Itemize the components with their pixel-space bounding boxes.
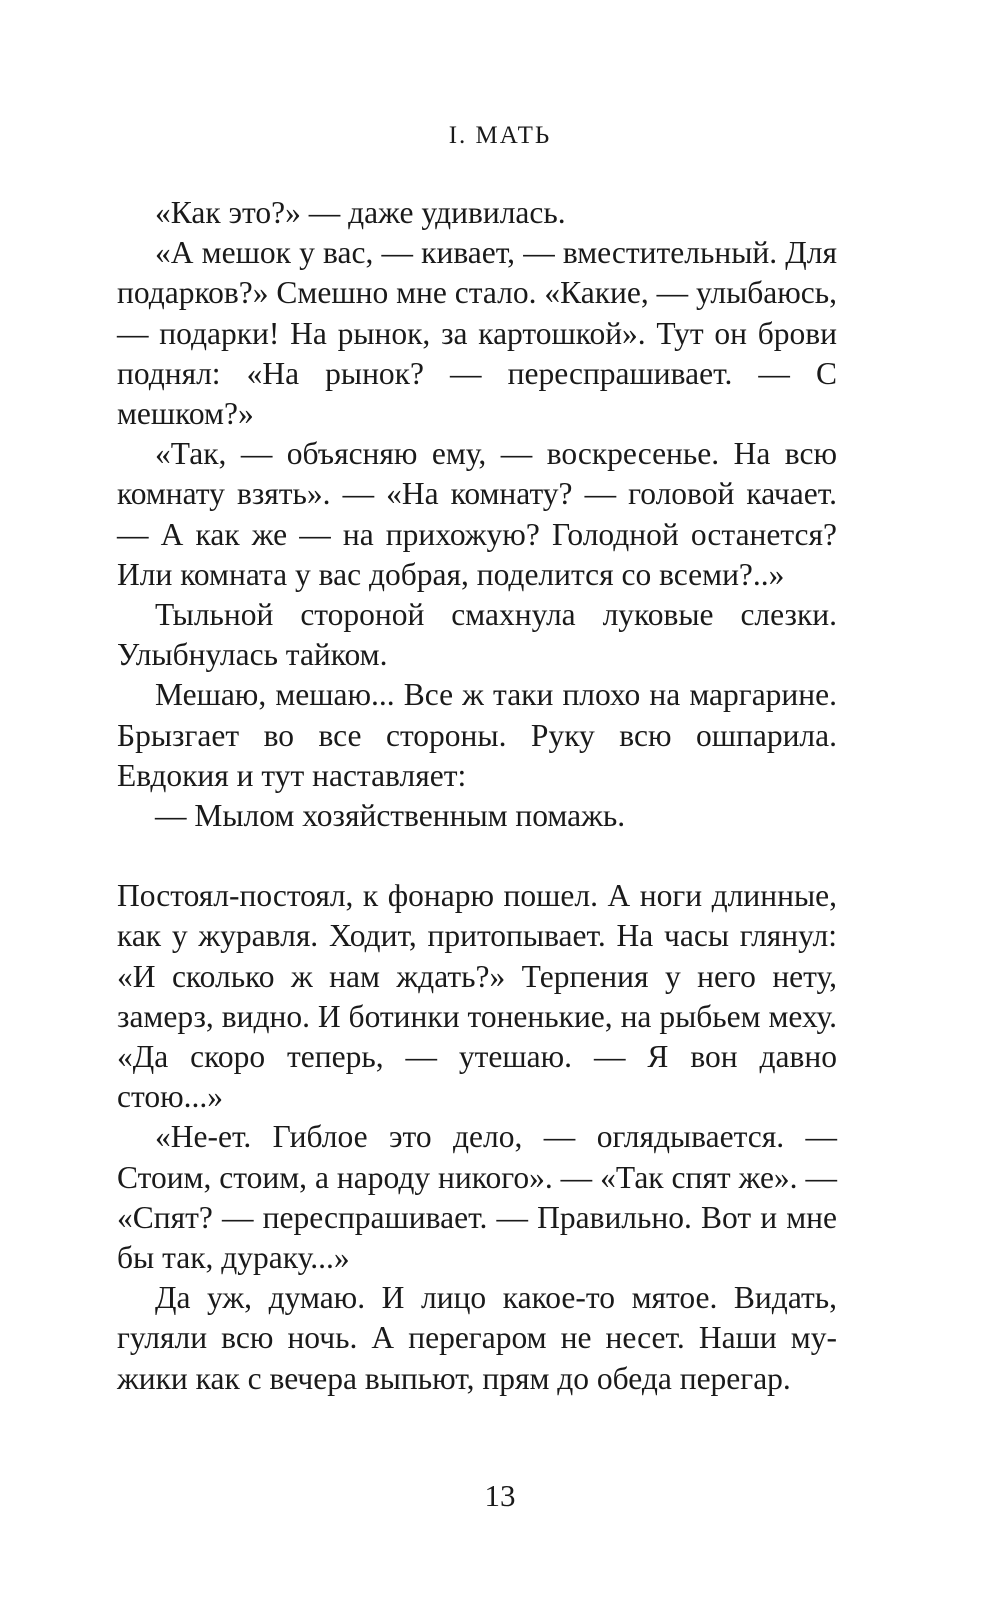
paragraph: Тыльной стороной смахнула луковые слезки. Улыбнулась тайком. (117, 597, 837, 673)
paragraph: Мешаю, мешаю... Все ж таки плохо на маргарине. Брызгает во все стороны. Руку всю ошпарила. Евдокия и тут наставляет: (117, 677, 837, 793)
section-break (117, 836, 837, 876)
running-head: I. МАТЬ (448, 122, 552, 149)
paragraph: «Не-ет. Гиблое это дело, — оглядывается. — Стоим, стоим, а народу никого». — «Так спят же». — «Спят? — переспрашивает. — Правильно. Вот и мне бы так, дураку...» (117, 1119, 837, 1276)
paragraph: «Как это?» — даже удивилась. (155, 195, 566, 230)
paragraph: Да уж, думаю. И лицо какое-то мятое. Видать, гуляли всю ночь. А перегаром не несет. Наши мужики как с вечера выпьют, прям до обеда перегар. (117, 1280, 837, 1396)
paragraph: Постоял-постоял, к фонарю пошел. А ноги длинные, как у журавля. Ходит, притопывает. На часы глянул: «И сколько ж нам ждать?» Терпения у него нету, замерз, видно. И ботинки тоненькие, на рыбьем меху. «Да скоро теперь, — утешаю. — Я вон давно стою...» (117, 878, 837, 1115)
paragraph: «А мешок у вас, — кивает, — вместительный. Для подарков?» Смешно мне стало. «Какие, — улыбаюсь, — подарки! На рынок, за картошкой». Тут он брови поднял: «На рынок? — переспрашивает. — С мешком?» (117, 235, 837, 432)
paragraph: — Мылом хозяйственным помажь. (155, 798, 626, 834)
paragraph: «Так, — объясняю ему, — воскресенье. На всю комнату взять». — «На комнату? — головой качает. — А как же — на прихожую? Голодной останется? Или комната у вас добрая, поделится со всеми?..» (117, 436, 837, 592)
page-number: 13 (484, 1478, 516, 1513)
body-text (117, 193, 837, 1399)
